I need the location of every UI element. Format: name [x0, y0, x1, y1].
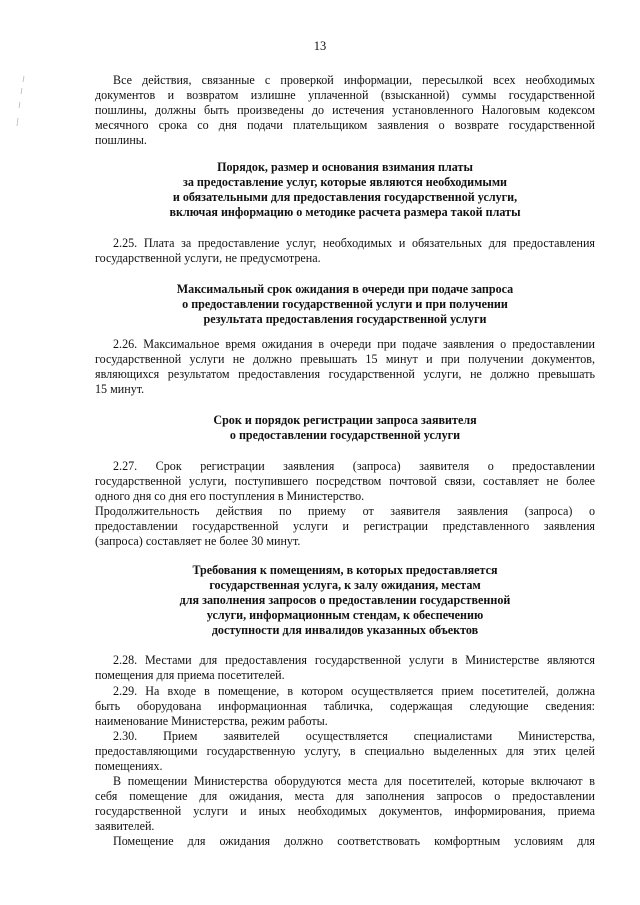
text-line: одного дня со дня его поступления в Министерство. [95, 489, 365, 503]
paragraph-2-30 [95, 729, 595, 774]
text-line: Помещение для ожидания должно соответствовать комфортным условиям для [113, 834, 595, 848]
text-line: помещения для приема посетителей. [95, 668, 285, 682]
text-line: пошлины, должны быть произведены до истечения установленного Налоговым кодексом [95, 103, 595, 117]
heading-line: Срок и порядок регистрации запроса заявителя [213, 413, 477, 427]
text-line: Продолжительность действия по приему от заявителя заявления (запроса) о [95, 504, 595, 518]
heading-line: результата предоставления государственной услуги [203, 312, 487, 326]
text-line: 2.28. Местами для предоставления государственной услуги в Министерстве являются [113, 653, 595, 667]
text-line: 2.27. Срок регистрации заявления (запроса) заявителя о предоставлении [113, 459, 595, 473]
section-heading-premises [95, 563, 595, 638]
text-line: являющихся результатом предоставления государственной услуги, не должно превышать [95, 367, 595, 381]
text-line: 2.30. Прием заявителей осуществляется специалистами Министерства, [113, 729, 595, 743]
text-line: 2.26. Максимальное время ожидания в очереди при подаче заявления о предоставлении [113, 337, 595, 351]
text-line: 15 минут. [95, 382, 145, 396]
paragraph-2-26 [95, 337, 595, 397]
text-line: 2.25. Плата за предоставление услуг, необходимых и обязательных для предоставления [113, 236, 595, 250]
paragraph-2-27 [95, 459, 595, 504]
margin-pencil-mark [14, 74, 28, 134]
text-line: предоставляющими государственную услугу, в специально выделенных для этих целей [95, 744, 595, 758]
page-number: 13 [313, 39, 327, 53]
paragraph-2-29 [95, 684, 595, 729]
section-heading-registration [95, 413, 595, 443]
heading-line: Требования к помещениям, в которых предоставляется [192, 563, 498, 577]
text-line: помещениях. [95, 759, 163, 773]
text-line: государственной услуги и иных необходимых документов, информирования, приема [95, 804, 595, 818]
text-line: предоставлении государственной услуги и регистрации представленного заявления [95, 519, 595, 533]
text-line: В помещении Министерства оборудуются места для посетителей, которые включают в [113, 774, 595, 788]
text-line: себя помещение для ожидания, места для заполнения запросов о предоставлении [95, 789, 595, 803]
heading-line: Порядок, размер и основания взимания платы [217, 160, 473, 174]
heading-line: и обязательными для предоставления государственной услуги, [172, 190, 518, 204]
text-line: документов и возвратом излишне уплаченной (взысканной) суммы государственной [95, 88, 595, 102]
text-line: быть оборудована информационная табличка, содержащая следующие сведения: [95, 699, 595, 713]
heading-line: о предоставлении государственной услуги и при получении [182, 297, 508, 311]
text-line: месячного срока со дня подачи плательщиком заявления о возврате государственной [95, 118, 595, 132]
paragraph-2-25 [95, 236, 595, 266]
heading-line: о предоставлении государственной услуги [229, 428, 461, 442]
paragraph-visitor-places [95, 774, 595, 834]
text-line: наименование Министерства, режим работы. [95, 714, 328, 728]
paragraph-2-28 [95, 653, 595, 683]
text-line: государственной услуги не должно превышать 15 минут и при получении документов, [95, 352, 595, 366]
heading-line: государственная услуга, к залу ожидания, местам [209, 578, 481, 592]
heading-line: доступности для инвалидов указанных объектов [211, 623, 479, 637]
text-line: (запроса) составляет не более 30 минут. [95, 534, 301, 548]
section-heading-fee [95, 160, 595, 220]
section-heading-wait-time [95, 282, 595, 327]
text-line: пошлины. [95, 133, 147, 147]
heading-line: для заполнения запросов о предоставлении государственной [179, 593, 511, 607]
paragraph-intro [95, 73, 595, 148]
paragraph-duration [95, 504, 595, 549]
text-line: 2.29. На входе в помещение, в котором осуществляется прием посетителей, должна [113, 684, 595, 698]
text-line: государственной услуги, поступившего посредством почтовой связи, составляет не более [95, 474, 595, 488]
text-line: государственной услуги, не предусмотрена. [95, 251, 321, 265]
paragraph-waiting-room [95, 834, 595, 849]
heading-line: включая информацию о методике расчета размера такой платы [169, 205, 521, 219]
heading-line: Максимальный срок ожидания в очереди при подаче запроса [176, 282, 514, 296]
heading-line: за предоставление услуг, которые являются необходимыми [182, 175, 508, 189]
text-line: заявителей. [95, 819, 155, 833]
heading-line: услуги, информационным стендам, к обеспечению [206, 608, 484, 622]
text-line: Все действия, связанные с проверкой информации, пересылкой всех необходимых [113, 73, 595, 87]
